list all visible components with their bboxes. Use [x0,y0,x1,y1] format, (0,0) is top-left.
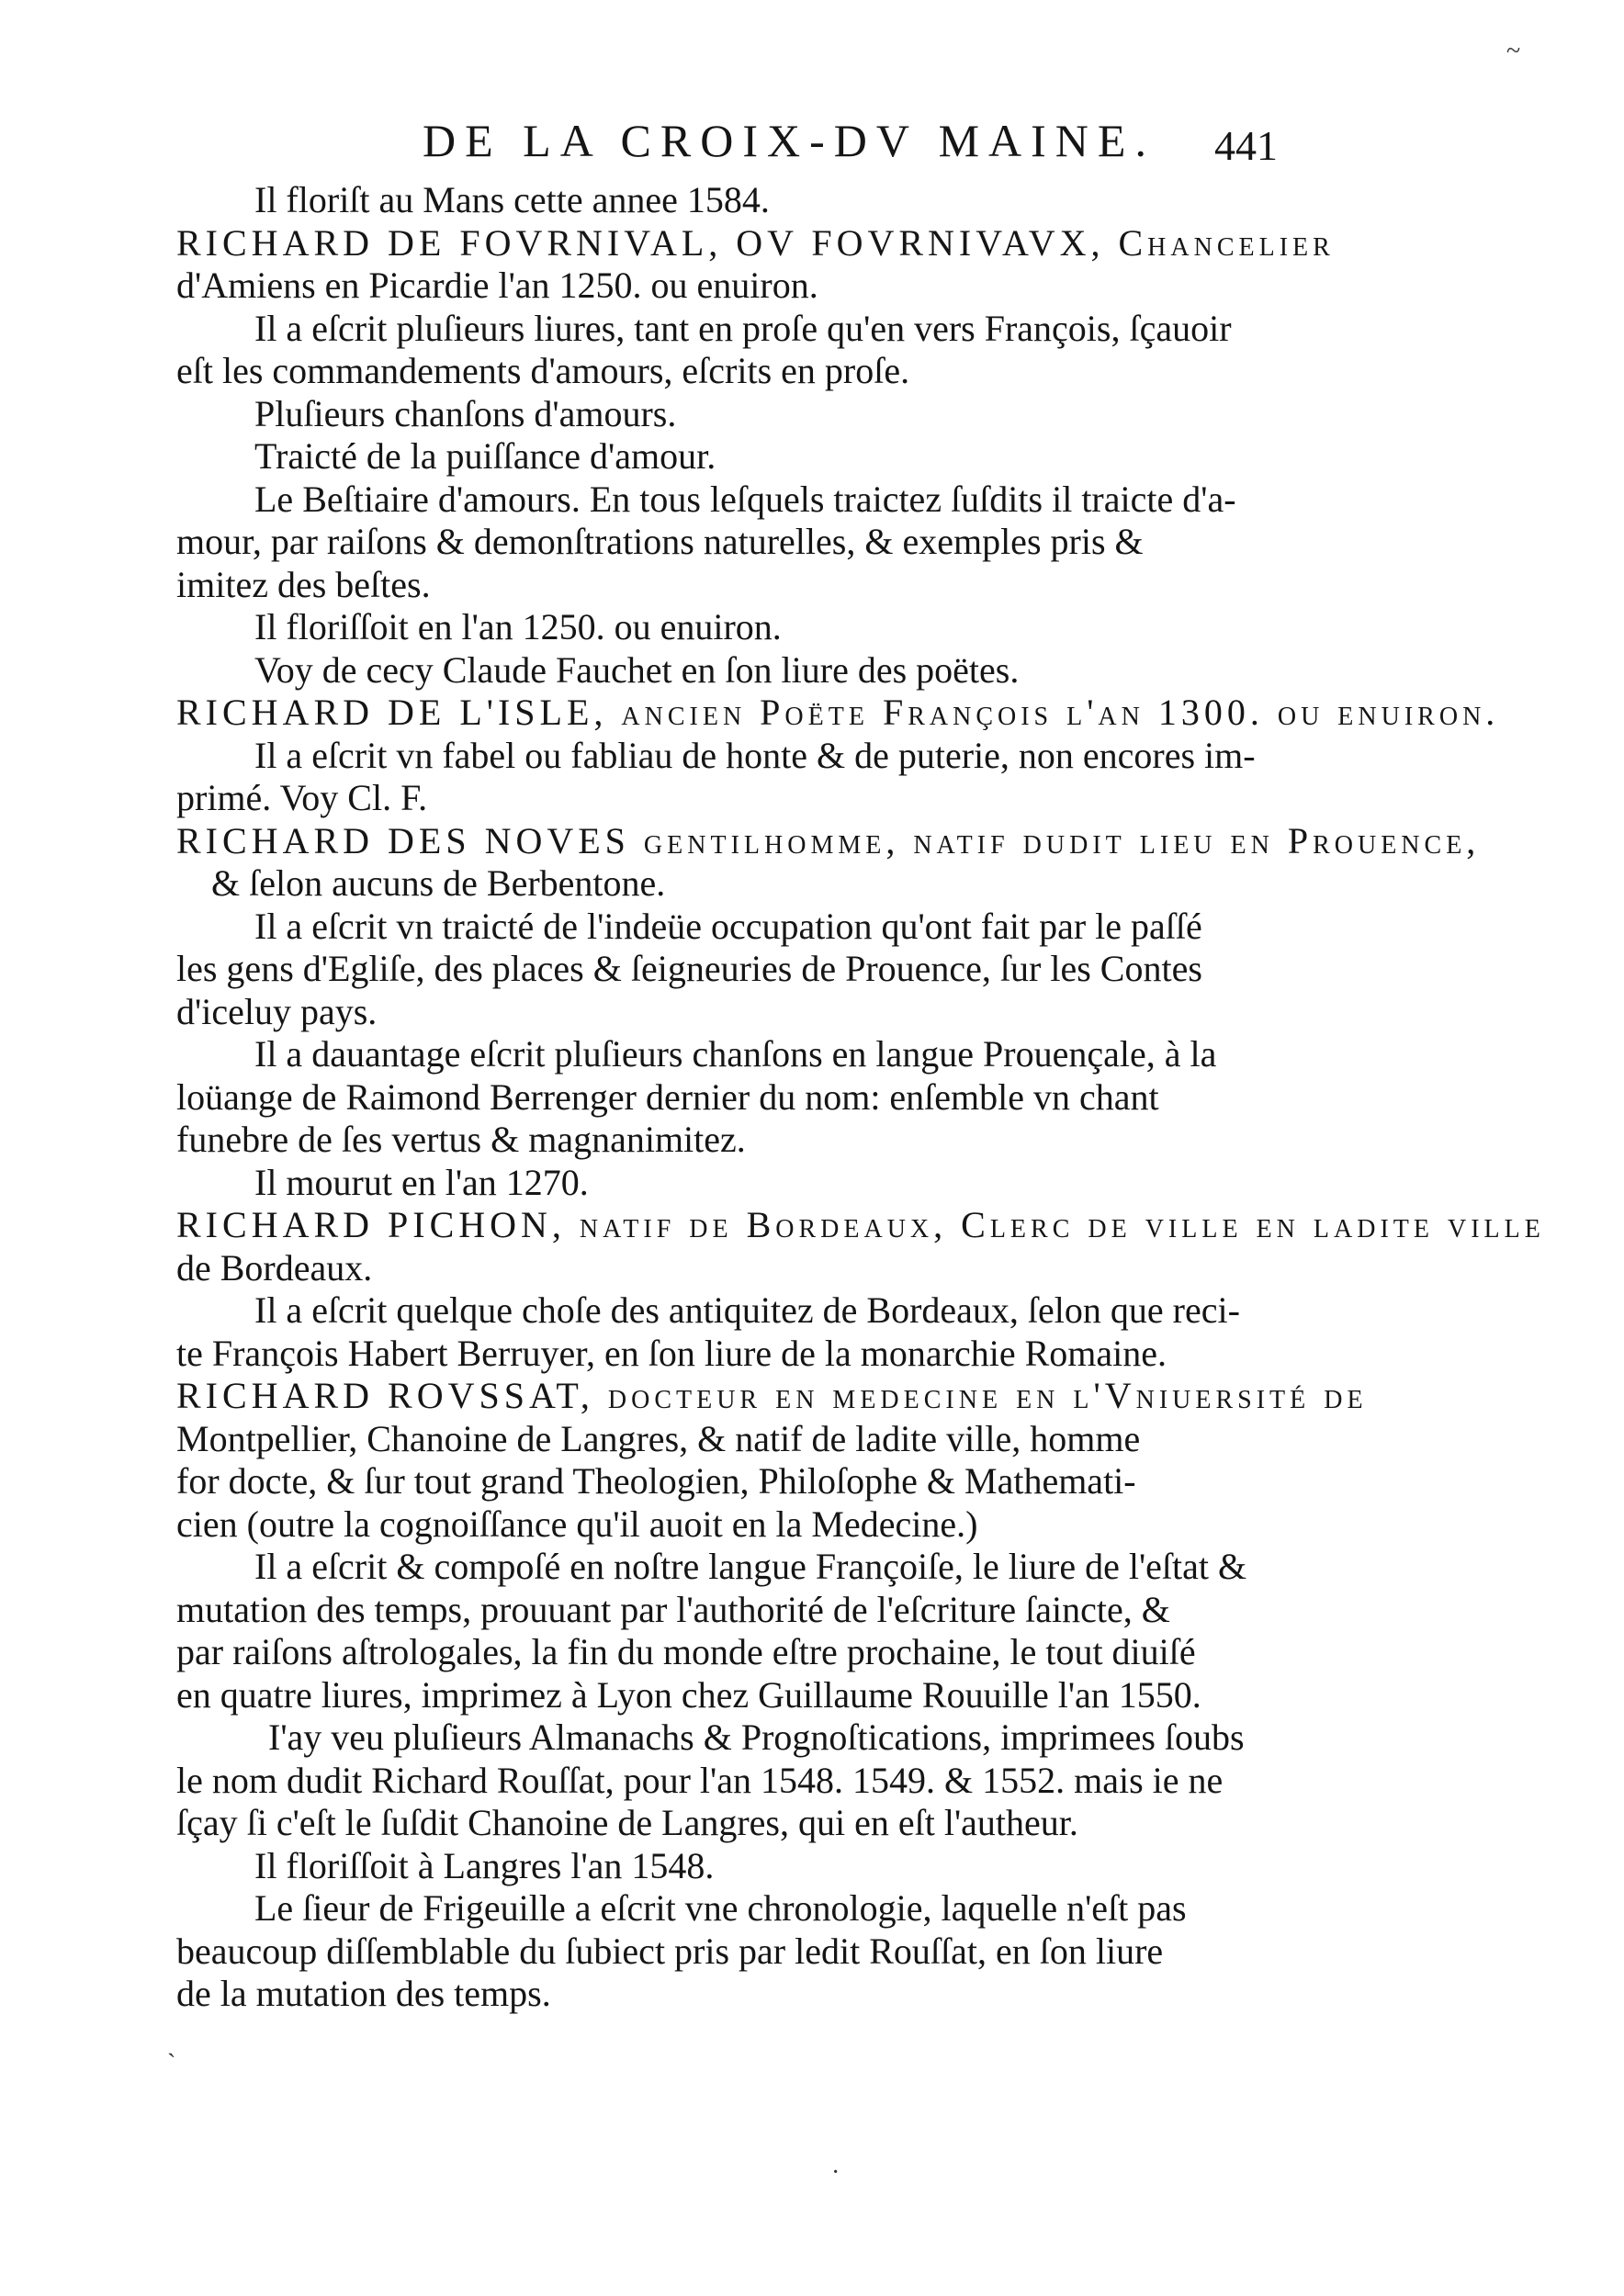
text-line: Il a eſcrit pluſieurs liures, tant en proſe qu'en vers François, ſçauoir [254,308,1232,349]
text-line: Il floriſſoit à Langres l'an 1548. [254,1845,715,1886]
text-line: en quatre liures, imprimez à Lyon chez Guillaume Rouuille l'an 1550. [176,1674,1201,1716]
text-line: cien (outre la cognoiſſance qu'il auoit en la Medecine.) [176,1503,978,1545]
text-line: Il floriſt au Mans cette annee 1584. [254,179,770,220]
text-line: d'iceluy pays. [176,991,378,1032]
text-line: les gens d'Egliſe, des places & ſeigneuries de Prouence, ſur les Contes [176,948,1202,989]
text-line: de Bordeaux. [176,1247,373,1289]
text-line: Le Beſtiaire d'amours. En tous leſquels traictez ſuſdits il traicte d'a- [254,478,1236,520]
text-line: Il a eſcrit vn fabel ou fabliau de honte & de puterie, non encores im- [254,735,1256,776]
text-line: te François Habert Berruyer, en ſon liure de la monarchie Romaine. [176,1333,1167,1374]
text-line: le nom dudit Richard Rouſſat, pour l'an 1548. 1549. & 1552. mais ie ne [176,1760,1224,1801]
text-line: mour, par raiſons & demonſtrations naturelles, & exemples pris & [176,521,1144,562]
text-line: mutation des temps, prouuant par l'authorité de l'eſcriture ſaincte, & [176,1589,1170,1630]
text-line: loüange de Raimond Berrenger dernier du nom: enſemble vn chant [176,1076,1159,1118]
text-line: Il a eſcrit quelque choſe des antiquitez de Bordeaux, ſelon que reci- [254,1289,1240,1331]
text-line: par raiſons aſtrologales, la fin du monde eſtre prochaine, le tout diuiſé [176,1631,1196,1672]
running-head: DE LA CROIX-DV MAINE. [423,115,1156,166]
corner-mark: ~ [1506,37,1521,65]
text-line: Pluſieurs chanſons d'amours. [254,393,677,434]
text-line: Il a dauantage eſcrit pluſieurs chanſons en langue Prouençale, à la [254,1033,1217,1075]
text-line: Montpellier, Chanoine de Langres, & natif de ladite ville, homme [176,1418,1141,1459]
entry-heading-line: RICHARD DE L'ISLE, ancien Poëte François l'an 1300. ou enuiron. [176,692,1500,733]
text-line: Voy de cecy Claude Fauchet en ſon liure des poëtes. [254,649,1020,691]
text-line: beaucoup diſſemblable du ſubiect pris par ledit Rouſſat, en ſon liure [176,1930,1164,1972]
text-line: imitez des beſtes. [176,564,431,605]
margin-dot: ˎ [167,2030,176,2058]
entry-heading-line: RICHARD DES NOVES gentilhomme, natif dudit lieu en Prouence, [176,820,1481,861]
entry-heading-line: RICHARD DE FOVRNIVAL, OV FOVRNIVAVX, Chancelier [176,222,1335,264]
entry-heading-line: RICHARD PICHON, natif de Bordeaux, Clerc de ville en ladite ville [176,1204,1545,1245]
text-line: de la mutation des temps. [176,1973,551,2014]
text-line: eſt les commandements d'amours, eſcrits en proſe. [176,350,910,391]
text-line: Traicté de la puiſſance d'amour. [254,435,716,477]
text-line: & ſelon aucuns de Berbentone. [211,862,666,904]
entry-heading-line: RICHARD ROVSSAT, docteur en medecine en l'Vniuerſité de [176,1375,1368,1416]
page-header [0,108,1624,173]
text-line: I'ay veu pluſieurs Almanachs & Prognoſtications, imprimees ſoubs [268,1716,1245,1758]
text-line: Il a eſcrit & compoſé en noſtre langue Françoiſe, le liure de l'eſtat & [254,1546,1247,1587]
text-line: Il floriſſoit en l'an 1250. ou enuiron. [254,606,782,647]
text-line: Il mourut en l'an 1270. [254,1162,589,1203]
text-line: ſçay ſi c'eſt le ſuſdit Chanoine de Langres, qui en eſt l'autheur. [176,1802,1078,1843]
text-line: Le ſieur de Frigeuille a eſcrit vne chronologie, laquelle n'eſt pas [254,1887,1187,1929]
page-number: 441 [1214,122,1278,169]
text-line: for docte, & ſur tout grand Theologien, Philoſophe & Mathemati- [176,1460,1136,1502]
text-line: d'Amiens en Picardie l'an 1250. ou enuiron. [176,264,818,306]
margin-dot: · [831,2158,840,2187]
text-line: Il a eſcrit vn traicté de l'indeüe occupation qu'ont fait par le paſſé [254,906,1202,947]
text-line: funebre de ſes vertus & magnanimitez. [176,1119,746,1160]
text-line: primé. Voy Cl. F. [176,777,428,818]
